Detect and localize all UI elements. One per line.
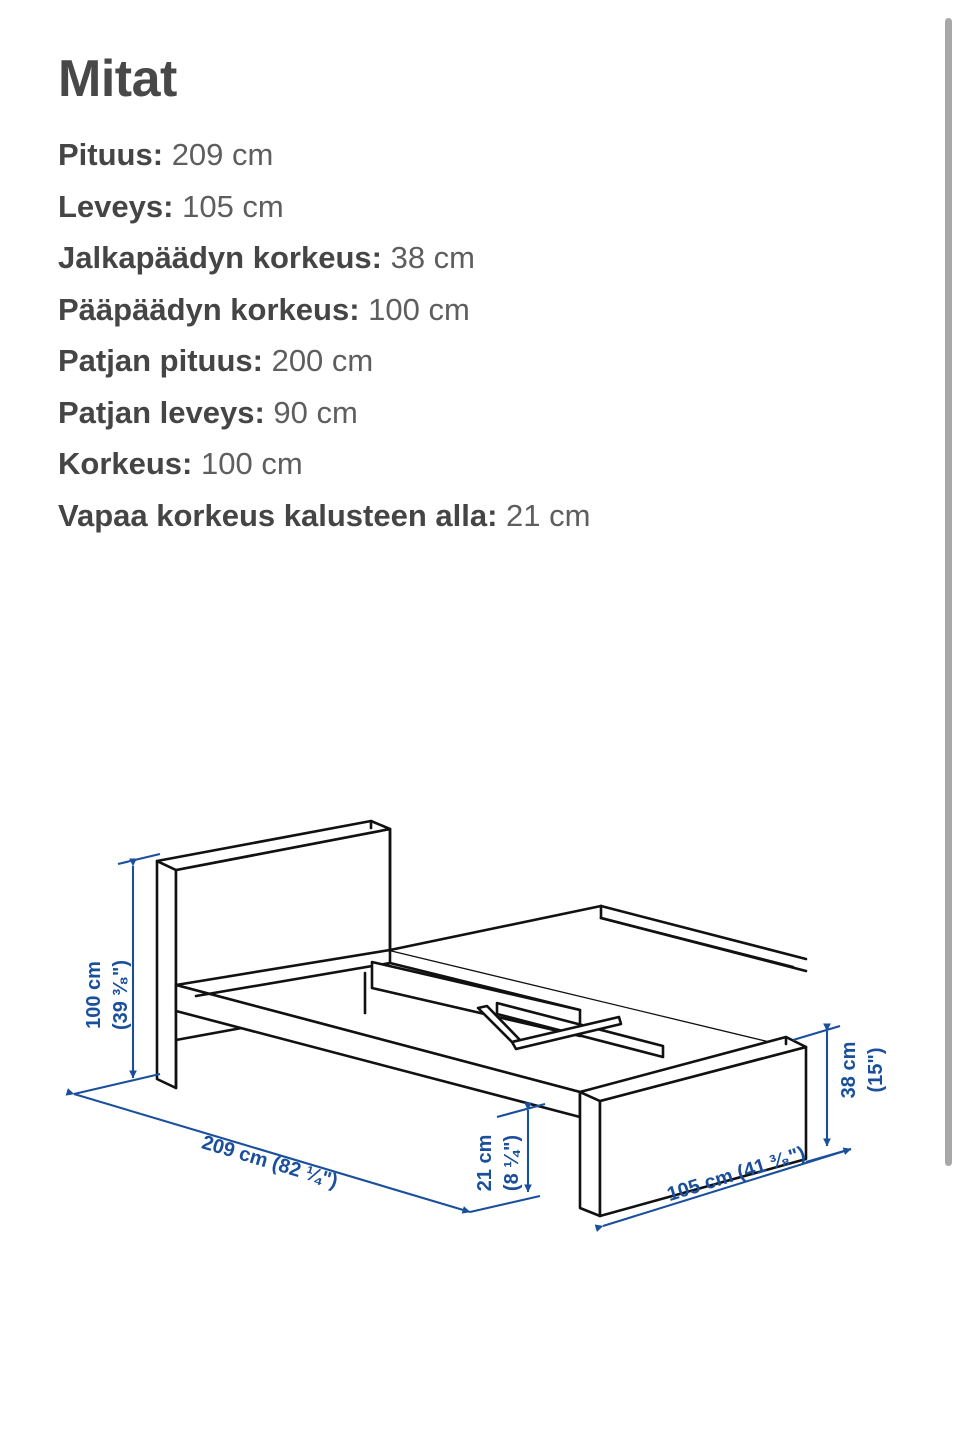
spec-label: Korkeus: (58, 446, 193, 481)
dimension-spec-list (58, 129, 898, 541)
spec-value: 90 cm (273, 394, 358, 430)
label-head-height-line1: 100 cm (83, 961, 105, 1029)
footboard-side-edge (580, 1092, 600, 1216)
spec-row (58, 232, 898, 284)
spec-label: Patjan leveys: (58, 394, 265, 430)
ext-line-clearance-bottom (470, 1196, 540, 1212)
spec-label: Leveys: (58, 188, 174, 224)
bed-frame-diagram (0, 790, 960, 1270)
spec-value: 21 cm (506, 497, 591, 533)
spec-row (58, 181, 898, 233)
spec-label: Pääpäädyn korkeus: (58, 291, 360, 327)
ext-line-foot-top (793, 1026, 840, 1040)
spec-row (58, 438, 898, 490)
spec-row (58, 129, 898, 181)
spec-value: 200 cm (271, 343, 374, 378)
spec-value: 38 cm (390, 240, 475, 275)
label-clearance-line2: (8 ¼") (501, 1134, 523, 1192)
label-clearance-line1: 21 cm (474, 1134, 496, 1192)
label-foot-height-line1: 38 cm (838, 1041, 860, 1099)
page-title: Mitat (58, 49, 177, 108)
spec-label: Patjan pituus: (58, 343, 263, 378)
headboard-side-edge (157, 861, 176, 1088)
spec-value: 100 cm (201, 446, 303, 481)
label-width: 105 cm (41 ³⁄₈") (664, 1142, 808, 1206)
spec-value: 209 cm (171, 137, 274, 172)
ext-line-clearance-top (497, 1104, 545, 1117)
label-head-height-line2: (39 ³⁄₈") (110, 960, 132, 1030)
ext-line-head-top (118, 854, 160, 864)
scrollbar-thumb[interactable] (945, 18, 952, 1166)
label-foot-height-line2: (15") (865, 1047, 887, 1093)
ext-line-head-bottom (74, 1074, 160, 1094)
spec-row (58, 490, 898, 542)
spec-label: Vapaa korkeus kalusteen alla: (58, 497, 498, 533)
label-length: 209 cm (82 ¼") (199, 1131, 341, 1193)
spec-row (58, 284, 898, 336)
spec-value: 105 cm (182, 188, 284, 224)
spec-row (58, 387, 898, 439)
bed-frame-svg (0, 790, 960, 1270)
spec-row (58, 335, 898, 387)
spec-value: 100 cm (368, 291, 470, 327)
spec-label: Pituus: (58, 137, 164, 172)
scrollbar[interactable] (944, 0, 960, 1439)
spec-label: Jalkapäädyn korkeus: (58, 240, 382, 275)
